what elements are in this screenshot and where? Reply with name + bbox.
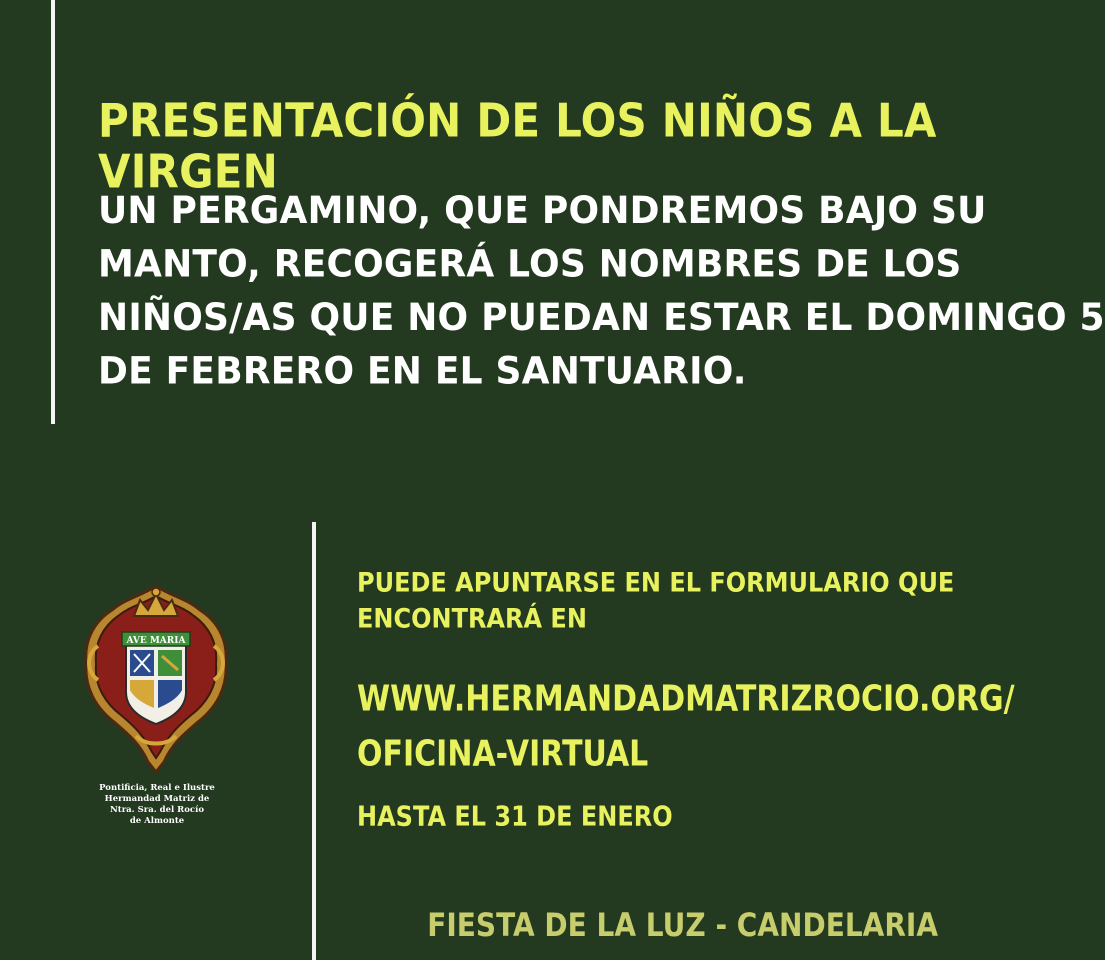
- announcement-line: NIÑOS/AS QUE NO PUEDAN ESTAR EL DOMINGO 5: [98, 296, 1105, 340]
- deadline-text: HASTA EL 31 DE ENERO: [357, 800, 673, 833]
- url-line[interactable]: OFICINA-VIRTUAL: [357, 733, 649, 776]
- crest-banner-text: AVE MARIA: [126, 636, 186, 646]
- crest-caption-line: Hermandad Matriz de: [104, 794, 210, 804]
- announcement-line: DE FEBRERO EN EL SANTUARIO.: [98, 349, 747, 393]
- crest-caption-line: Pontificia, Real e Ilustre: [99, 783, 215, 793]
- crest-caption: [82, 783, 232, 827]
- footer-event-name: FIESTA DE LA LUZ - CANDELARIA: [427, 906, 938, 944]
- crest-caption-line: de Almonte: [129, 816, 185, 826]
- url-line[interactable]: WWW.HERMANDADMATRIZROCIO.ORG/: [357, 678, 1015, 720]
- announcement-text: [98, 184, 1105, 398]
- brotherhood-crest-logo: [76, 576, 236, 776]
- divider-line-top: [51, 0, 55, 424]
- instruction-text: [357, 565, 955, 638]
- instruction-line: PUEDE APUNTARSE EN EL FORMULARIO QUE: [357, 567, 955, 598]
- form-url-link[interactable]: [357, 672, 1015, 782]
- divider-line-bottom: [312, 522, 316, 960]
- poster-title: PRESENTACIÓN DE LOS NIÑOS A LA VIRGEN: [98, 93, 937, 199]
- crest-caption-line: Ntra. Sra. del Rocío: [110, 805, 204, 815]
- instruction-line: ENCONTRARÁ EN: [357, 603, 587, 635]
- announcement-line: UN PERGAMINO, QUE PONDREMOS BAJO SU: [98, 189, 987, 233]
- announcement-line: MANTO, RECOGERÁ LOS NOMBRES DE LOS: [98, 242, 962, 286]
